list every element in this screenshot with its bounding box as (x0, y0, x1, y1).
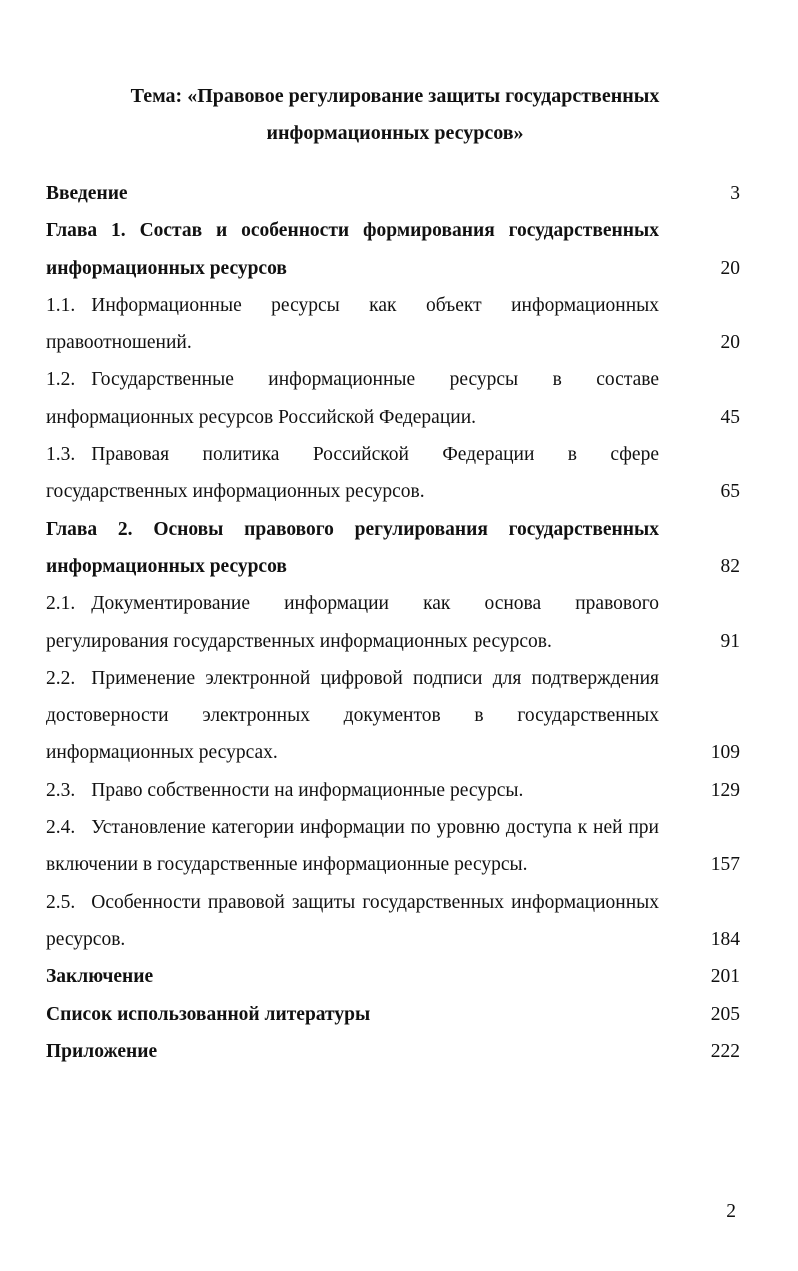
toc-entry-page: 91 (720, 630, 740, 652)
toc-entry-title (46, 884, 659, 959)
toc-entry-page: 20 (720, 257, 740, 279)
toc-entry (46, 809, 740, 884)
toc-entry-number: 2.2. (46, 667, 76, 689)
toc-entry-title (46, 436, 659, 511)
toc-entry-page: 3 (730, 183, 740, 204)
toc-entry-title (46, 1033, 659, 1070)
toc-entry-text: Глава 2. Основы правового регулирования государственных информационных ресурсов (46, 518, 659, 577)
toc-entry (46, 212, 740, 287)
toc-entry-title (46, 212, 659, 287)
toc-entry (46, 772, 740, 809)
toc-entry-text: Право собственности на информационные ресурсы. (91, 779, 524, 801)
page-number: 2 (726, 1201, 736, 1222)
toc-entry-number: 2.5. (46, 891, 76, 913)
toc-entry-page: 109 (710, 742, 740, 764)
toc-entry-text: Особенности правовой защиты государственных информационных ресурсов. (46, 891, 659, 950)
toc-entry-title (46, 996, 659, 1033)
toc-entry-number: 1.3. (46, 444, 76, 466)
toc-entry (46, 287, 740, 362)
toc-entry-page: 157 (710, 854, 740, 876)
toc-entry (46, 1033, 740, 1070)
toc-entry (46, 958, 740, 995)
toc-entry-page: 201 (710, 966, 740, 988)
toc-entry-title (46, 660, 659, 772)
toc-entry (46, 660, 740, 772)
toc-entry-page: 65 (720, 481, 740, 503)
toc-entry-title (46, 511, 659, 586)
toc-entry (46, 585, 740, 660)
toc-entry-title (46, 772, 659, 809)
toc-entry-title (46, 175, 659, 212)
toc-entry (46, 175, 740, 212)
title-line-1: Тема: «Правовое регулирование защиты государственных (130, 85, 660, 107)
toc-entry-page: 222 (710, 1040, 740, 1062)
toc-entry-text: Заключение (46, 966, 154, 988)
toc-entry (46, 436, 740, 511)
toc-entry-text: Установление категории информации по уровню доступа к ней при включении в государственные информационные ресурсы. (46, 817, 659, 876)
title-line-2: информационных ресурсов» (266, 122, 524, 144)
toc-entry-page: 82 (720, 555, 740, 577)
toc-entry (46, 884, 740, 959)
toc-entry-text: Информационные ресурсы как объект информационных правоотношений. (46, 294, 659, 354)
toc-entry-title (46, 287, 659, 362)
toc-entry-number: 2.3. (46, 779, 76, 801)
toc-entry-page: 45 (720, 406, 740, 428)
toc-entry-title (46, 809, 659, 884)
toc-entry-page: 184 (710, 928, 740, 950)
toc-entry-text: Правовая политика Российской Федерации в сфере государственных информационных ресурсов. (46, 444, 659, 503)
toc-entry-number: 1.2. (46, 369, 76, 391)
toc-entry-text: Применение электронной цифровой подписи для подтверждения достоверности электронных документов в государственных информационных ресурсах. (46, 667, 659, 764)
toc-entry-page: 129 (710, 779, 740, 801)
toc-entry-title (46, 958, 659, 995)
toc-entry-page: 205 (710, 1003, 740, 1025)
toc-entry-title (46, 585, 659, 660)
toc-entry (46, 996, 740, 1033)
toc-entry-number: 1.1. (46, 294, 76, 316)
toc-entry-page: 20 (720, 332, 740, 354)
toc-entry-text: Глава 1. Состав и особенности формирования государственных информационных ресурсов (46, 220, 659, 279)
toc-entry-number: 2.4. (46, 817, 76, 839)
document-title (100, 78, 690, 152)
toc-entry-text: Введение (46, 183, 128, 204)
toc-entry-text: Документирование информации как основа правового регулирования государственных информационных ресурсов. (46, 593, 659, 652)
toc-entry-title (46, 361, 659, 436)
table-of-contents (46, 175, 740, 1070)
toc-entry-text: Государственные информационные ресурсы в составе информационных ресурсов Российской Федерации. (46, 369, 659, 428)
toc-entry (46, 511, 740, 586)
toc-entry (46, 361, 740, 436)
toc-entry-text: Список использованной литературы (46, 1003, 371, 1025)
toc-entry-number: 2.1. (46, 593, 76, 615)
toc-entry-text: Приложение (46, 1040, 158, 1062)
